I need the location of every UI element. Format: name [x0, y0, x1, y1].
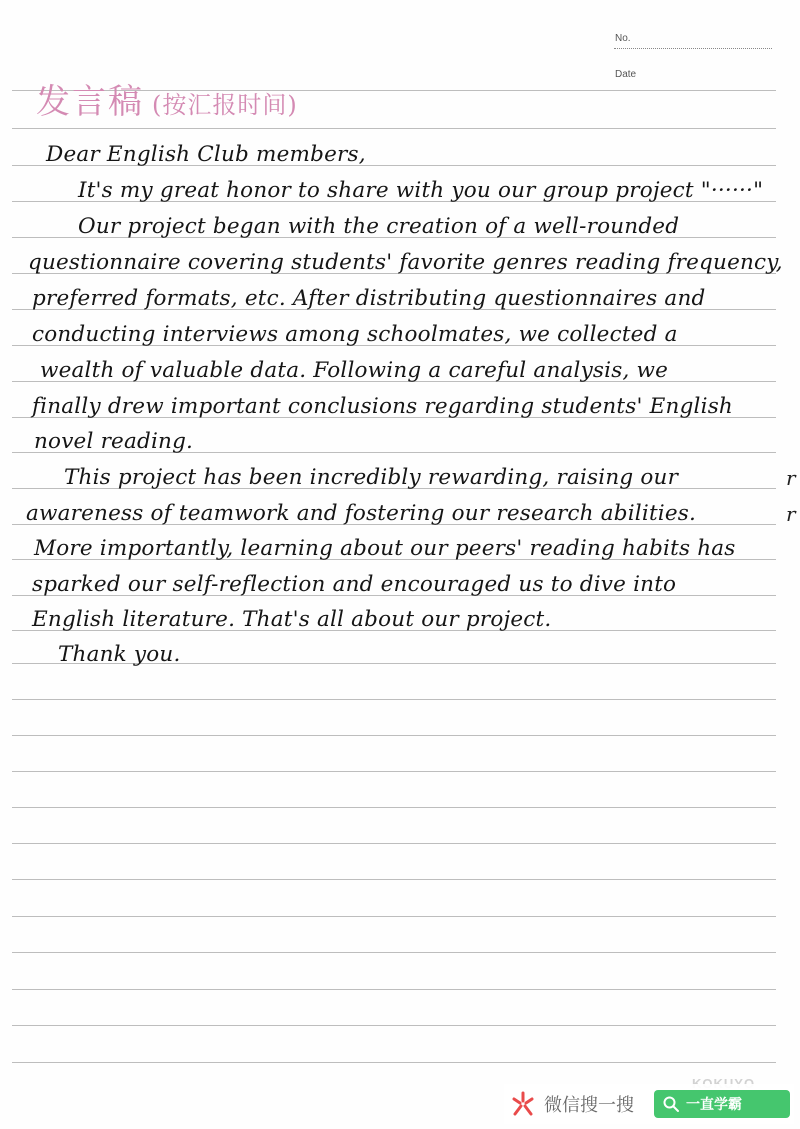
watermark-search-button[interactable] — [654, 1090, 790, 1118]
title-subtitle: (按汇报时间) — [152, 91, 298, 119]
letter-line: Our project began with the creation of a well-rounded — [78, 214, 680, 239]
watermark-badge — [504, 1084, 794, 1124]
margin-mark: r — [786, 466, 796, 490]
watermark-text: 微信搜一搜 — [544, 1095, 634, 1116]
letter-line: novel reading. — [34, 429, 194, 454]
speech-title — [36, 74, 298, 123]
letter-line: awareness of teamwork and fostering our research abilities. — [26, 501, 697, 526]
letter-greeting: Dear English Club members, — [46, 142, 366, 167]
letter-line: questionnaire covering students' favorite genres reading frequency, — [28, 250, 783, 275]
letter-line: conducting interviews among schoolmates, we collected a — [32, 322, 678, 347]
letter-line: sparked our self-reflection and encouraged us to dive into — [32, 572, 677, 597]
letter-closing: Thank you. — [58, 642, 181, 667]
letter-line: It's my great honor to share with you our group project "······" — [78, 178, 764, 203]
no-field-line — [614, 48, 772, 49]
date-label: Date — [615, 69, 637, 80]
wechat-search-logo-icon — [508, 1089, 538, 1119]
letter-line: finally drew important conclusions regarding students' English — [32, 394, 733, 419]
margin-mark: r — [786, 502, 796, 526]
letter-line: English literature. That's all about our project. — [32, 607, 552, 632]
letter-line: wealth of valuable data. Following a careful analysis, we — [40, 358, 669, 383]
search-icon — [662, 1095, 680, 1113]
no-label: No. — [615, 33, 631, 44]
title-main: 发言稿 — [36, 82, 144, 122]
watermark-button-label: 一直学霸 — [686, 1097, 742, 1113]
letter-line: This project has been incredibly rewarding, raising our — [64, 465, 679, 490]
letter-line: preferred formats, etc. After distributing questionnaires and — [32, 286, 706, 311]
letter-line: More importantly, learning about our peers' reading habits has — [34, 536, 736, 561]
